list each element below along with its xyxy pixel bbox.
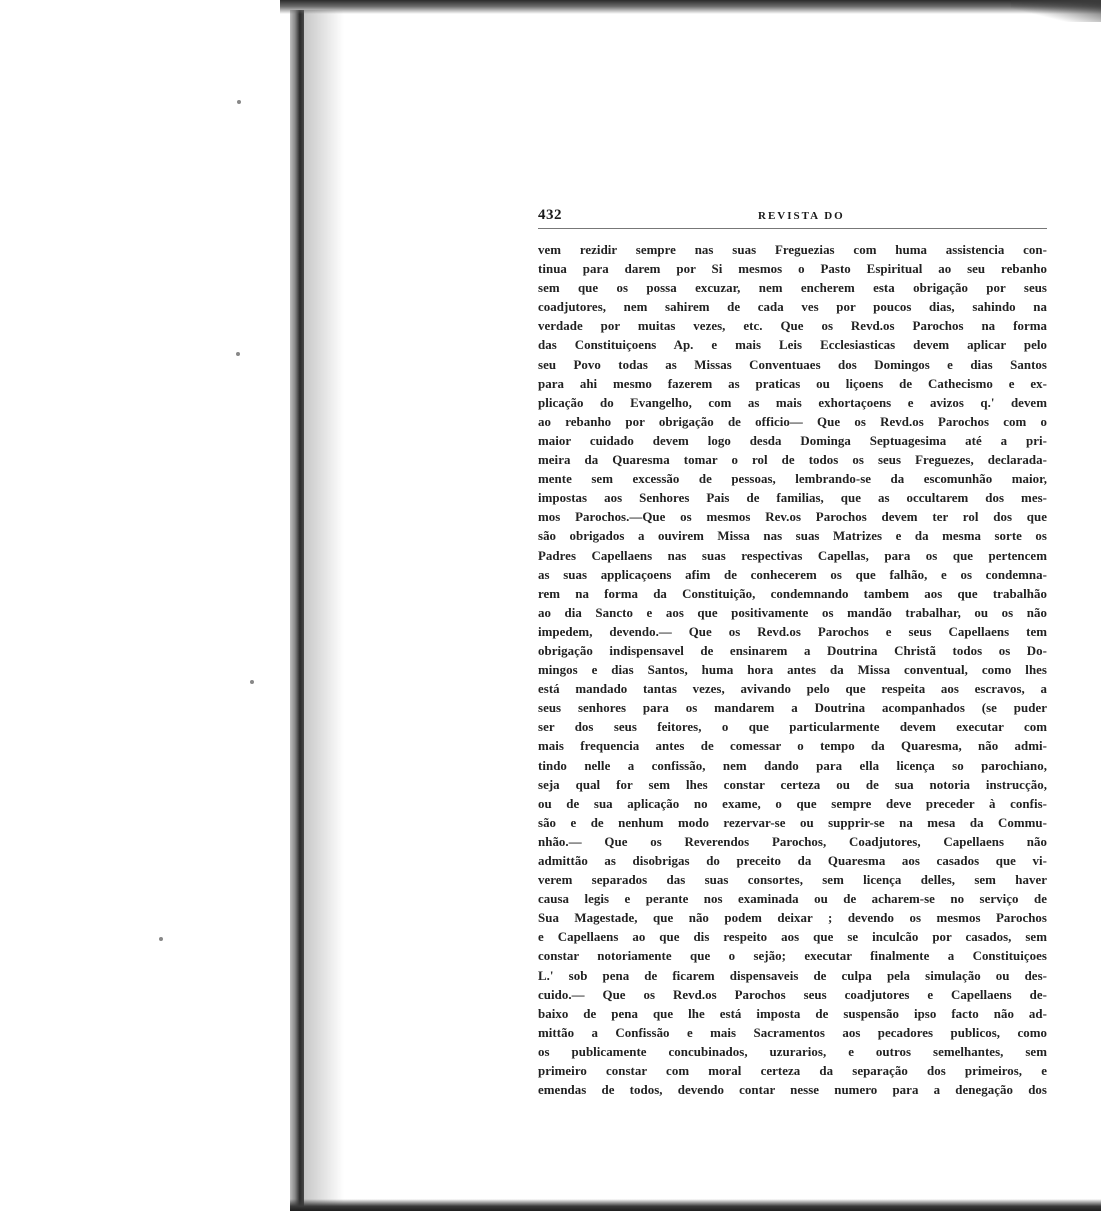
text-line: vem rezidir sempre nas suas Freguezias com huma assistencia con- xyxy=(538,243,1047,257)
scan-speck xyxy=(250,680,254,684)
text-line: seu Povo todas as Missas Conventuaes dos Domingos e dias Santos xyxy=(538,357,1047,372)
top-page-edge xyxy=(280,0,1101,14)
text-line: tinua para darem por Si mesmos o Pasto Espiritual ao seu rebanho xyxy=(538,262,1047,277)
text-line: primeiro constar com moral certeza da separação dos primeiros, e xyxy=(538,1064,1047,1079)
text-line: impedem, devendo.— Que os Revd.os Parochos e seus Capellaens tem xyxy=(538,624,1047,639)
text-line: mos Parochos.—Que os mesmos Rev.os Parochos devem ter rol dos que xyxy=(538,510,1047,525)
text-line: Sua Magestade, que não podem deixar ; devendo os mesmos Parochos xyxy=(538,911,1047,926)
book-page xyxy=(538,204,1047,1100)
text-line: L.' sob pena de ficarem dispensaveis de culpa pela simulação ou des- xyxy=(538,968,1047,983)
text-line: ou de sua aplicação no exame, o que sempre deve preceder à confis- xyxy=(538,796,1047,811)
bottom-page-edge xyxy=(290,1199,1101,1211)
text-line: mais frequencia antes de comessar o tempo da Quaresma, não admi- xyxy=(538,739,1047,754)
text-line: para ahi mesmo fazerem as praticas ou liçoens de Cathecismo e ex- xyxy=(538,376,1047,391)
text-line: Padres Capellaens nas suas respectivas Capellas, para os que pertencem xyxy=(538,548,1047,563)
scan-speck xyxy=(236,352,240,356)
text-line: ser dos seus feitores, o que particularmente devem executar com xyxy=(538,720,1047,735)
text-line: verdade por muitas vezes, etc. Que os Revd.os Parochos na forma xyxy=(538,319,1047,334)
text-line: plicação do Evangelho, com as mais exhortaçoens e avizos q.' devem xyxy=(538,395,1047,410)
text-line: sem que os possa excuzar, nem encherem esta obrigação por seus xyxy=(538,281,1047,296)
top-right-page-edge xyxy=(1011,0,1101,22)
text-line: os publicamente concubinados, uzurarios, e outros semelhantes, sem xyxy=(538,1044,1047,1059)
text-line: são obrigados a ouvirem Missa nas suas Matrizes e da mesma sorte os xyxy=(538,529,1047,544)
text-line: baixo de pena que lhe está imposta de suspensão ipso facto não ad- xyxy=(538,1006,1047,1021)
text-line: constar notoriamente que o sejão; executar finalmente a Constituiçoes xyxy=(538,949,1047,964)
text-line: mittão a Confissão e mais Sacramentos aos pecadores publicos, como xyxy=(538,1025,1047,1040)
text-line: são e de nenhum modo rezervar-se ou supprir-se na mesa da Commu- xyxy=(538,815,1047,830)
scan-speck xyxy=(237,100,241,104)
text-line: coadjutores, nem sahirem de cada ves por poucos dias, sahindo na xyxy=(538,300,1047,315)
text-line: ao rebanho por obrigação de officio— Que os Revd.os Parochos com o xyxy=(538,414,1047,429)
text-line: ao dia Sancto e aos que positivamente os mandão trabalhar, ou os não xyxy=(538,605,1047,620)
text-line: causa legis e perante nos examinada ou de acharem-se no serviço de xyxy=(538,892,1047,907)
text-line: meira da Quaresma tomar o rol de todos os seus Freguezes, declarada- xyxy=(538,453,1047,468)
gutter-shadow xyxy=(304,10,344,1211)
text-line: obrigação indispensavel de ensinarem a Doutrina Christã todos os Do- xyxy=(538,643,1047,658)
text-line: e Capellaens ao que dis respeito aos que se inculcão por casados, sem xyxy=(538,930,1047,945)
page-number: 432 xyxy=(538,207,562,223)
text-line: das Constituiçoens Ap. e mais Leis Ecclesiasticas devem aplicar pelo xyxy=(538,338,1047,353)
text-line: maior cuidado devem logo desda Dominga Septuagesima até a pri- xyxy=(538,433,1047,448)
page-header xyxy=(538,204,1047,229)
text-line: emendas de todos, devendo contar nesse numero para a denegação dos xyxy=(538,1083,1047,1098)
book-gutter xyxy=(290,10,304,1211)
text-line: mingos e dias Santos, huma hora antes da Missa conventual, como lhes xyxy=(538,663,1047,678)
text-line: seja qual for sem lhes constar certeza ou de sua notoria instrucção, xyxy=(538,777,1047,792)
text-line: admittão as disobrigas do preceito da Quaresma aos casados que vi- xyxy=(538,854,1047,868)
text-line: nhão.— Que os Reverendos Parochos, Coadjutores, Capellaens não xyxy=(538,834,1047,849)
text-line: verem separados das suas consortes, sem licença delles, sem haver xyxy=(538,873,1047,888)
text-line: as suas applicaçoens afim de conhecerem os que falhão, e os condemna- xyxy=(538,567,1047,582)
text-line: rem na forma da Constituição, condemnando tambem aos que trabalhão xyxy=(538,586,1047,601)
text-line: está mandado tantas vezes, avivando pelo que respeita aos escravos, a xyxy=(538,682,1047,697)
text-line: tindo nelle a confissão, nem dando para ella licença so parochiano, xyxy=(538,758,1047,773)
scan-speck xyxy=(159,937,163,941)
text-line: cuido.— Que os Revd.os Parochos seus coadjutores e Capellaens de- xyxy=(538,987,1047,1002)
left-margin xyxy=(0,0,296,1211)
running-head: REVISTA DO xyxy=(758,210,845,222)
text-line: seus senhores para os mandarem a Doutrina acompanhados (se puder xyxy=(538,701,1047,716)
text-line: impostas aos Senhores Pais de familias, que as occultarem dos mes- xyxy=(538,491,1047,506)
body-text xyxy=(538,241,1047,1100)
text-line: mente sem excessão de pessoas, lembrando-se da escomunhão maior, xyxy=(538,472,1047,487)
